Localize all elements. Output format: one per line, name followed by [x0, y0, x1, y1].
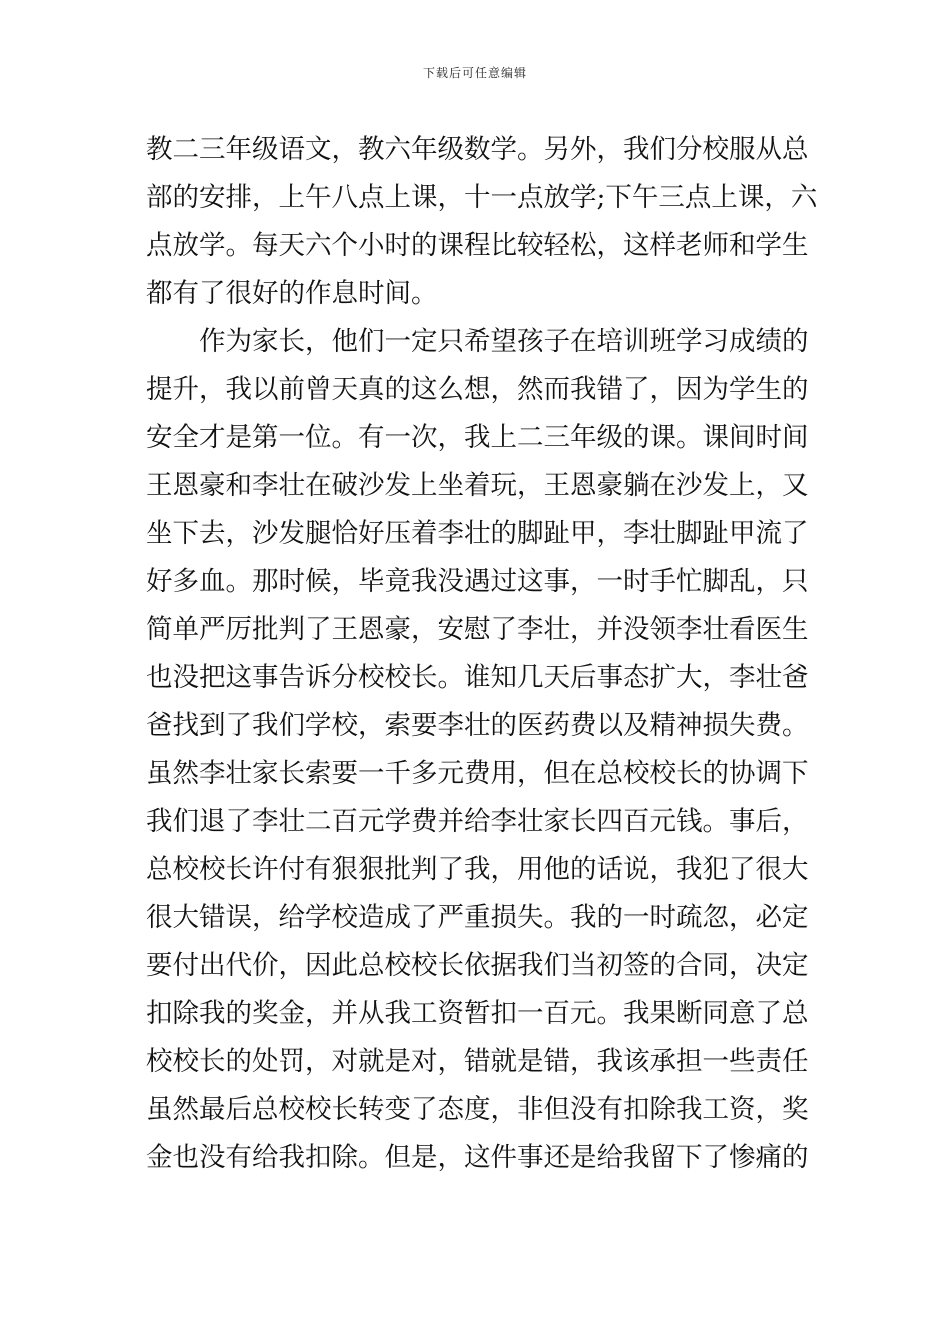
- paragraph-2: [146, 318, 809, 1182]
- page-header-note: 下载后可任意编辑: [422, 66, 527, 80]
- paragraph-1: [146, 126, 818, 318]
- text-line: 金也没有给我扣除。但是，这件事还是给我留下了惨痛的: [146, 1142, 809, 1173]
- text-line: 虽然李壮家长索要一千多元费用，但在总校校长的协调下: [146, 758, 809, 789]
- text-line: 虽然最后总校校长转变了态度，非但没有扣除我工资，奖: [146, 1094, 809, 1125]
- text-line: 总校校长许付有狠狠批判了我，用他的话说，我犯了很大: [146, 854, 809, 885]
- text-line: 都有了很好的作息时间。: [146, 278, 438, 309]
- text-line: 简单严厉批判了王恩豪，安慰了李壮，并没领李壮看医生: [146, 614, 809, 645]
- text-line: 安全才是第一位。有一次，我上二三年级的课。课间时间: [146, 422, 809, 453]
- body-text: [146, 126, 818, 1182]
- text-line: 坐下去，沙发腿恰好压着李壮的脚趾甲，李壮脚趾甲流了: [146, 518, 809, 549]
- text-line: 要付出代价，因此总校校长依据我们当初签的合同，决定: [146, 950, 809, 981]
- text-line: 作为家长，他们一定只希望孩子在培训班学习成绩的: [199, 326, 809, 357]
- text-line: 点放学。每天六个小时的课程比较轻松，这样老师和学生: [146, 230, 809, 261]
- text-line: 提升，我以前曾天真的这么想，然而我错了，因为学生的: [146, 374, 809, 405]
- text-line: 教二三年级语文，教六年级数学。另外，我们分校服从总: [146, 134, 809, 165]
- text-line: 好多血。那时候，毕竟我没遇过这事，一时手忙脚乱，只: [146, 566, 809, 597]
- text-line: 很大错误，给学校造成了严重损失。我的一时疏忽，必定: [146, 902, 809, 933]
- text-line: 扣除我的奖金，并从我工资暂扣一百元。我果断同意了总: [146, 998, 809, 1029]
- text-line: 也没把这事告诉分校校长。谁知几天后事态扩大，李壮爸: [146, 662, 809, 693]
- text-line: 部的安排，上午八点上课，十一点放学;下午三点上课，六: [146, 182, 818, 213]
- text-line: 王恩豪和李壮在破沙发上坐着玩，王恩豪躺在沙发上，又: [146, 470, 809, 501]
- text-line: 校校长的处罚，对就是对，错就是错，我该承担一些责任: [146, 1046, 809, 1077]
- text-line: 我们退了李壮二百元学费并给李壮家长四百元钱。事后，: [146, 806, 809, 837]
- text-line: 爸找到了我们学校，索要李壮的医药费以及精神损失费。: [146, 710, 809, 741]
